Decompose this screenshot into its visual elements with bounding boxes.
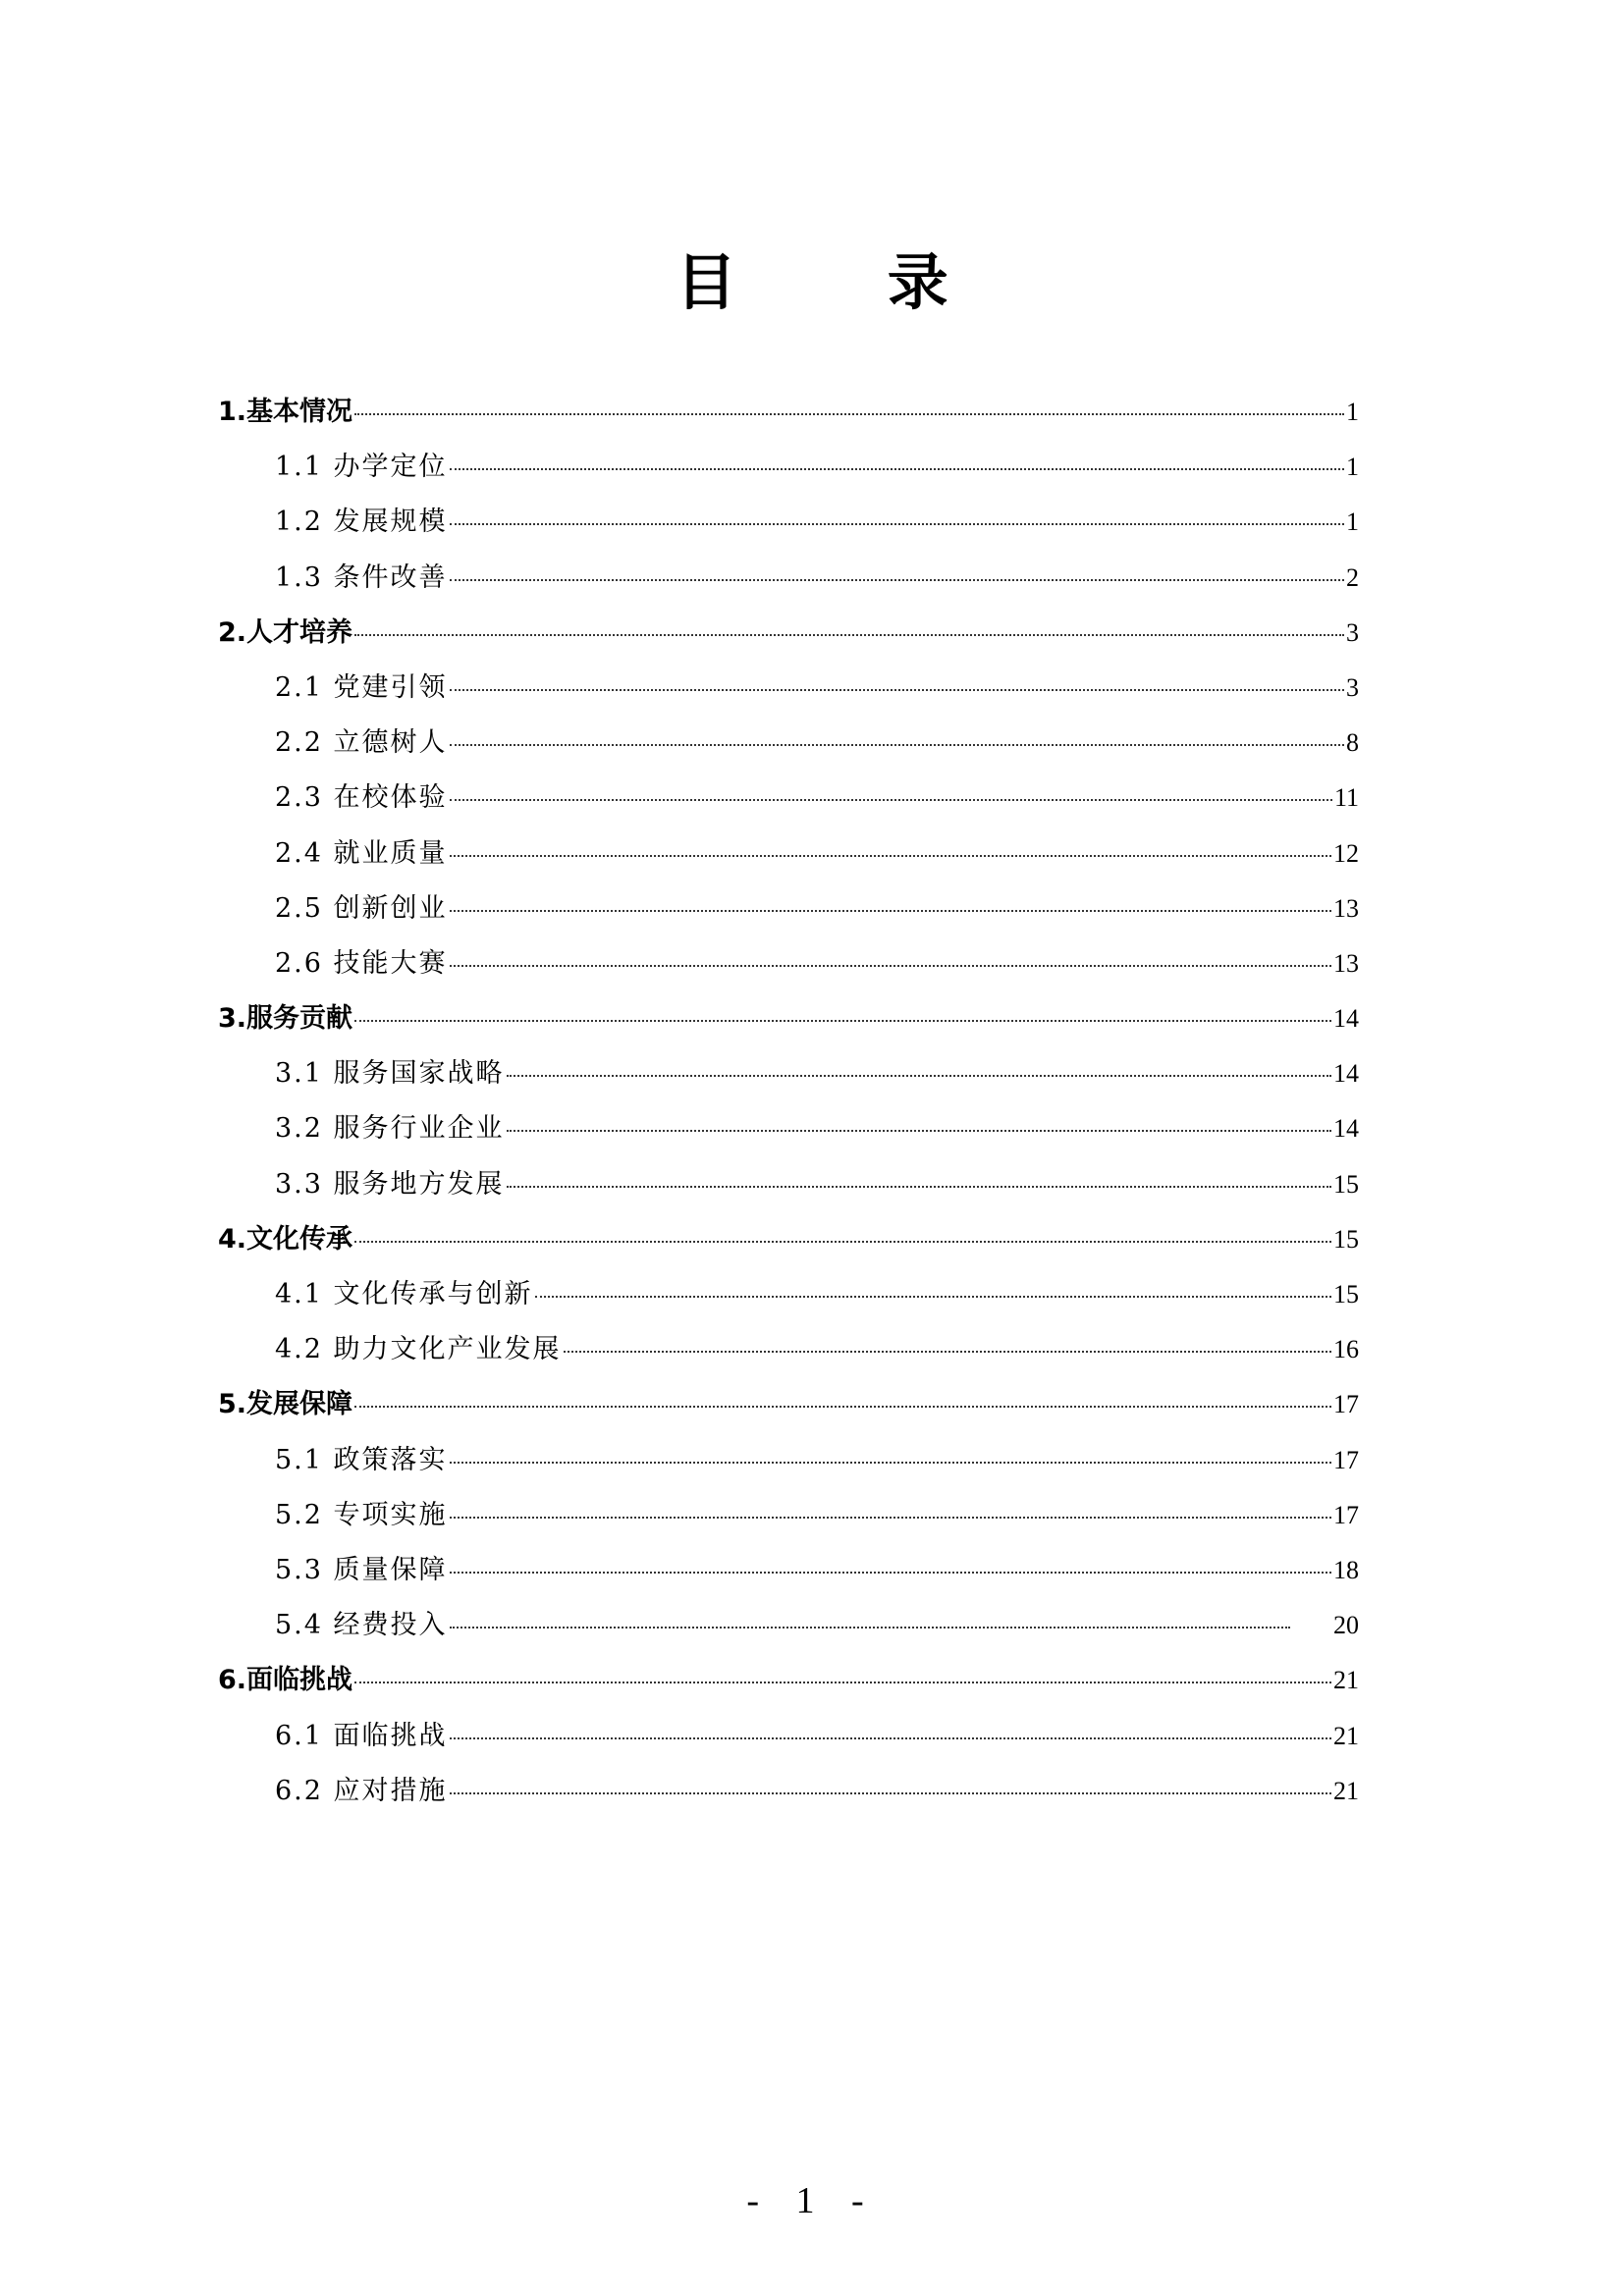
- toc-entry-page-number: 17: [1333, 1445, 1359, 1474]
- toc-entry-label: 2.2 立德树人: [275, 727, 448, 759]
- toc-entry-label: 2.6 技能大赛: [275, 947, 448, 979]
- footer-page-number: - 1 -: [746, 2180, 878, 2221]
- toc-dot-leader: [450, 1791, 1331, 1794]
- toc-subsection-entry[interactable]: [218, 1101, 1359, 1156]
- toc-dot-leader: [450, 467, 1344, 470]
- toc-dot-leader: [507, 1129, 1331, 1132]
- toc-entry-page-number: 1: [1346, 453, 1359, 482]
- toc-entry-label: 5.发展保障: [218, 1389, 353, 1420]
- toc-entry-label: 1.3 条件改善: [275, 561, 448, 593]
- toc-subsection-entry[interactable]: [218, 551, 1359, 606]
- toc-section-entry[interactable]: [218, 385, 1359, 440]
- toc-subsection-entry[interactable]: [218, 440, 1359, 495]
- toc-section-entry[interactable]: [218, 1377, 1359, 1432]
- toc-entry-page-number: 21: [1333, 1721, 1359, 1750]
- toc-entry-label: 6.面临挑战: [218, 1665, 353, 1696]
- toc-subsection-entry[interactable]: [218, 1488, 1359, 1543]
- toc-entry-page-number: 15: [1333, 1280, 1359, 1308]
- toc-entry-page-number: 2: [1346, 562, 1359, 592]
- toc-section-entry[interactable]: [218, 1212, 1359, 1267]
- toc-subsection-entry[interactable]: [218, 661, 1359, 716]
- toc-dot-leader: [450, 909, 1331, 912]
- toc-entry-page-number: 8: [1346, 728, 1359, 758]
- table-of-contents: [218, 385, 1359, 1819]
- toc-entry-label: 6.1 面临挑战: [275, 1720, 448, 1751]
- toc-dot-leader: [354, 412, 1344, 415]
- toc-entry-label: 3.2 服务行业企业: [275, 1113, 505, 1145]
- toc-section-entry[interactable]: [218, 1653, 1359, 1708]
- toc-entry-page-number: 15: [1333, 1224, 1359, 1254]
- toc-entry-page-number: 1: [1346, 398, 1359, 426]
- toc-entry-label: 6.2 应对措施: [275, 1775, 448, 1806]
- toc-entry-label: 4.文化传承: [218, 1223, 353, 1255]
- toc-entry-label: 3.服务贡献: [218, 1003, 353, 1035]
- toc-entry-label: 2.人才培养: [218, 616, 353, 648]
- toc-entry-page-number: 14: [1333, 1114, 1359, 1144]
- toc-entry-page-number: 20: [1333, 1611, 1359, 1640]
- toc-dot-leader: [354, 1240, 1331, 1243]
- toc-dot-leader: [450, 522, 1344, 525]
- toc-dot-leader: [450, 578, 1344, 581]
- toc-entry-label: 3.3 服务地方发展: [275, 1168, 505, 1200]
- toc-dot-leader: [450, 1516, 1331, 1519]
- toc-dot-leader: [450, 854, 1331, 857]
- toc-entry-page-number: 21: [1333, 1666, 1359, 1695]
- toc-dot-leader: [507, 1074, 1331, 1077]
- toc-subsection-entry[interactable]: [218, 1543, 1359, 1598]
- toc-entry-label: 2.1 党建引领: [275, 671, 448, 703]
- toc-dot-leader: [564, 1350, 1331, 1353]
- toc-dot-leader: [507, 1185, 1331, 1188]
- toc-entry-label: 5.1 政策落实: [275, 1444, 448, 1475]
- toc-dot-leader: [450, 1626, 1290, 1629]
- toc-entry-label: 1.2 发展规模: [275, 507, 448, 538]
- toc-dot-leader: [535, 1295, 1331, 1298]
- toc-entry-page-number: 13: [1333, 948, 1359, 978]
- toc-entry-label: 5.4 经费投入: [275, 1610, 448, 1641]
- toc-entry-label: 4.1 文化传承与创新: [275, 1279, 533, 1309]
- toc-entry-page-number: 14: [1333, 1004, 1359, 1034]
- toc-entry-label: 2.5 创新创业: [275, 892, 448, 924]
- toc-entry-label: 5.3 质量保障: [275, 1554, 448, 1585]
- toc-entry-page-number: 21: [1333, 1776, 1359, 1805]
- toc-entry-label: 5.2 专项实施: [275, 1499, 448, 1530]
- toc-dot-leader: [450, 798, 1332, 801]
- toc-subsection-entry[interactable]: [218, 827, 1359, 881]
- toc-subsection-entry[interactable]: [218, 1709, 1359, 1764]
- toc-entry-label: 4.2 助力文化产业发展: [275, 1334, 562, 1365]
- toc-subsection-entry[interactable]: [218, 1764, 1359, 1819]
- toc-subsection-entry[interactable]: [218, 1157, 1359, 1212]
- toc-dot-leader: [450, 1461, 1331, 1464]
- toc-subsection-entry[interactable]: [218, 881, 1359, 936]
- toc-entry-page-number: 18: [1333, 1555, 1359, 1584]
- toc-subsection-entry[interactable]: [218, 495, 1359, 550]
- toc-entry-page-number: 16: [1333, 1335, 1359, 1364]
- toc-dot-leader: [450, 1736, 1331, 1739]
- toc-entry-page-number: 12: [1333, 838, 1359, 868]
- toc-entry-page-number: 11: [1333, 783, 1359, 813]
- toc-section-entry[interactable]: [218, 991, 1359, 1046]
- toc-subsection-entry[interactable]: [218, 1322, 1359, 1377]
- toc-dot-leader: [450, 688, 1344, 691]
- toc-dot-leader: [354, 1405, 1331, 1408]
- toc-subsection-entry[interactable]: [218, 1598, 1359, 1653]
- toc-subsection-entry[interactable]: [218, 936, 1359, 991]
- toc-entry-label: 3.1 服务国家战略: [275, 1058, 505, 1090]
- toc-dot-leader: [450, 743, 1344, 746]
- toc-dot-leader: [450, 1571, 1331, 1574]
- toc-entry-label: 2.3 在校体验: [275, 782, 448, 814]
- toc-entry-page-number: 17: [1333, 1390, 1359, 1419]
- toc-entry-page-number: 14: [1333, 1059, 1359, 1089]
- page-title: 目 录: [676, 246, 1013, 318]
- toc-entry-page-number: 13: [1333, 893, 1359, 923]
- toc-entry-page-number: 1: [1346, 507, 1359, 537]
- toc-dot-leader: [354, 633, 1344, 636]
- toc-entry-page-number: 3: [1346, 617, 1359, 647]
- toc-dot-leader: [450, 964, 1331, 967]
- toc-subsection-entry[interactable]: [218, 1433, 1359, 1488]
- toc-entry-page-number: 17: [1333, 1500, 1359, 1529]
- toc-subsection-entry[interactable]: [218, 1267, 1359, 1322]
- toc-dot-leader: [354, 1681, 1331, 1683]
- toc-entry-label: 1.基本情况: [218, 397, 353, 427]
- toc-dot-leader: [354, 1019, 1331, 1022]
- toc-subsection-entry[interactable]: [218, 1046, 1359, 1101]
- toc-entry-label: 2.4 就业质量: [275, 837, 448, 869]
- toc-section-entry[interactable]: [218, 606, 1359, 661]
- toc-subsection-entry[interactable]: [218, 771, 1359, 826]
- toc-subsection-entry[interactable]: [218, 716, 1359, 771]
- toc-entry-label: 1.1 办学定位: [275, 452, 448, 483]
- toc-entry-page-number: 15: [1333, 1169, 1359, 1199]
- toc-entry-page-number: 3: [1346, 672, 1359, 702]
